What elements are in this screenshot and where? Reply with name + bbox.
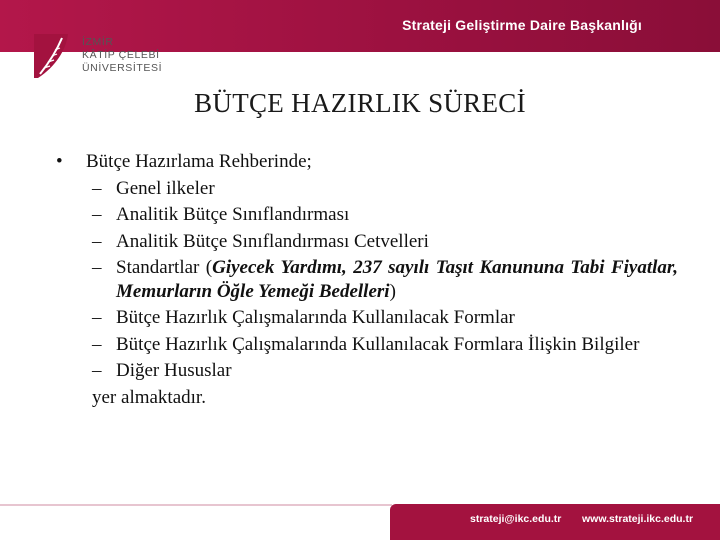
footer-divider — [0, 504, 392, 506]
list-item — [56, 333, 678, 357]
bullet-icon: • — [56, 151, 63, 172]
dash-icon: – — [92, 257, 102, 278]
dash-icon: – — [92, 333, 102, 355]
list-item-text: Analitik Bütçe Sınıflandırması Cetvelleri — [116, 230, 429, 252]
standards-italic: Giyecek Yardımı, 237 sayılı Taşıt Kanununa Tabi Fiyatlar, Memurların Öğle Yemeği Bedelleri — [116, 257, 678, 302]
slide-content — [56, 150, 678, 409]
university-logo — [30, 26, 170, 88]
list-item — [56, 177, 678, 201]
standards-prefix: Standartlar ( — [116, 257, 213, 278]
feather-logo-icon — [30, 30, 74, 82]
slide-title: BÜTÇE HAZIRLIK SÜRECİ — [194, 88, 526, 118]
logo-line-2: KÂTİP ÇELEBİ — [82, 49, 160, 61]
dash-icon: – — [92, 177, 102, 199]
dash-icon: – — [92, 360, 102, 381]
dash-icon: – — [92, 230, 102, 252]
logo-line-3: ÜNİVERSİTESİ — [82, 62, 163, 74]
list-item — [56, 306, 678, 330]
footer-email-link[interactable]: strateji@ikc.edu.tr — [470, 513, 562, 525]
list-item — [56, 359, 678, 383]
list-item-text: Bütçe Hazırlık Çalışmalarında Kullanılacak Formlara İlişkin Bilgiler — [116, 333, 640, 355]
list-item-text: Bütçe Hazırlık Çalışmalarında Kullanılacak Formlar — [116, 307, 515, 328]
standards-suffix: ) — [389, 280, 396, 302]
list-item — [56, 230, 678, 254]
main-bullet-text: Bütçe Hazırlama Rehberinde; — [86, 151, 312, 172]
list-item-text: Genel ilkeler — [116, 177, 215, 199]
list-item — [56, 203, 678, 227]
list-item-text: Analitik Bütçe Sınıflandırması — [116, 204, 350, 225]
main-bullet — [56, 150, 678, 174]
banner-title: Strateji Geliştirme Daire Başkanlığı — [402, 17, 642, 33]
list-item-standards — [56, 256, 678, 303]
dash-icon: – — [92, 307, 102, 328]
logo-wordmark — [82, 36, 162, 75]
closing-text: yer almaktadır. — [92, 386, 206, 408]
footer — [0, 486, 720, 540]
footer-website-link[interactable]: www.strateji.ikc.edu.tr — [582, 513, 694, 525]
logo-line-1: İZMİR — [82, 36, 114, 48]
list-item-text: Diğer Hususlar — [116, 360, 232, 381]
dash-icon: – — [92, 204, 102, 225]
